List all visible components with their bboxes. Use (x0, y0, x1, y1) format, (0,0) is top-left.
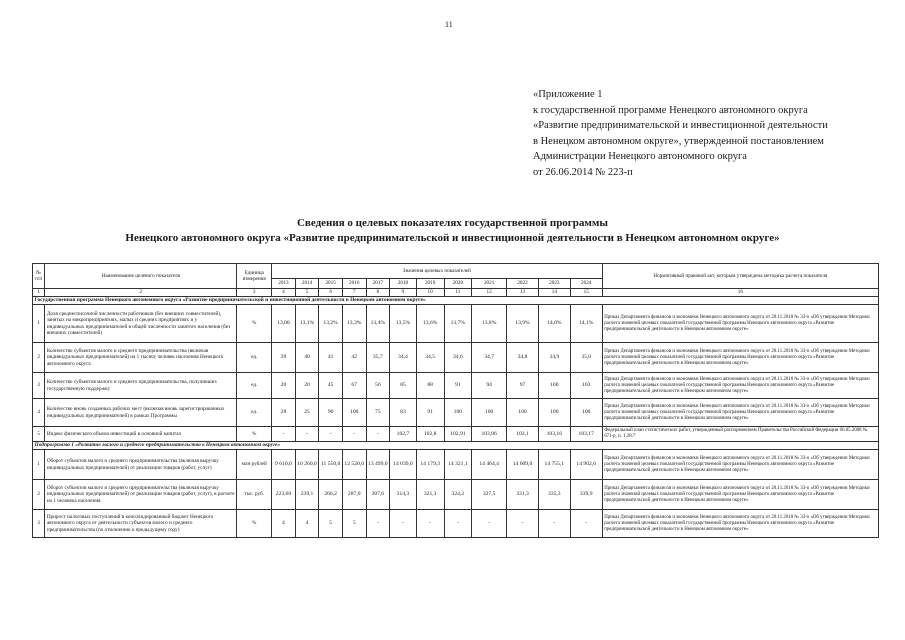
year-header: 2015 (319, 279, 343, 289)
value-cell: 100 (538, 399, 570, 427)
value-cell: 40 (295, 343, 319, 373)
value-cell: - (444, 510, 472, 538)
indicator-name: Индекс физического объема инвестиций в основной капитал (45, 427, 237, 442)
value-cell: 67 (342, 373, 366, 399)
value-cell: 34,7 (472, 343, 507, 373)
value-cell: 13,9% (507, 305, 539, 343)
value-cell: 100 (342, 399, 366, 427)
row-number: 3 (33, 373, 45, 399)
column-number: 5 (295, 289, 319, 297)
column-number: 16 (602, 289, 878, 297)
value-cell: 10 260,0 (295, 450, 319, 480)
unit: ед. (237, 373, 272, 399)
value-cell: - (366, 510, 390, 538)
value-cell: 4 (272, 510, 296, 538)
value-cell: 13,6% (416, 305, 444, 343)
header-values: Значения целевых показателей (272, 264, 603, 279)
value-cell: 85 (390, 373, 417, 399)
value-cell: 13,8% (472, 305, 507, 343)
year-header: 2022 (507, 279, 539, 289)
column-number: 14 (538, 289, 570, 297)
legal-act: Приказ Департамента финансов и экономики Ненецкого автономного округа от 20.11.2018 № 33-о «Об утверждении Методики расчета значений целевых показателей государственной программы Ненецкого автономного округа «Развитие предпринимательской деятельности в Ненецком автономном округе» (602, 305, 878, 343)
value-cell: 102,8 (416, 427, 444, 442)
value-cell: - (472, 510, 507, 538)
value-cell: 42 (342, 343, 366, 373)
table-row (33, 305, 879, 343)
column-number: 15 (570, 289, 602, 297)
unit: тыс. руб. (237, 480, 272, 510)
value-cell: 239,1 (295, 480, 319, 510)
value-cell: 103 (570, 373, 602, 399)
legal-act: Приказ Департамента финансов и экономики Ненецкого автономного округа от 20.11.2018 № 33-о «Об утверждении Методики расчета значений целевых показателей государственной программы Ненецкого автономного округа «Развитие предпринимательской деятельности в Ненецком автономном округе» (602, 480, 878, 510)
section-program: Государственная программа Ненецкого автономного округа «Развитие предпринимательской и инвестиционной деятельности в Ненецком автономном округе» (33, 297, 879, 305)
value-cell: 100 (570, 399, 602, 427)
table-row (33, 480, 879, 510)
value-cell: 223,60 (272, 480, 296, 510)
column-number: 2 (45, 289, 237, 297)
year-header: 2017 (366, 279, 390, 289)
legal-act: Приказ Департамента финансов и экономики Ненецкого автономного округа от 20.11.2018 № 33-о «Об утверждении Методики расчета значений целевых показателей государственной программы Ненецкого автономного округа «Развитие предпринимательской деятельности в Ненецком автономном округе» (602, 373, 878, 399)
unit: % (237, 305, 272, 343)
table-row (33, 343, 879, 373)
title-line-1: Сведения о целевых показателях государственной программы (296, 217, 608, 229)
value-cell: 14,1% (570, 305, 602, 343)
value-cell: 327,5 (472, 480, 507, 510)
value-cell: 14 902,6 (570, 450, 602, 480)
value-cell: 34,4 (390, 343, 417, 373)
row-number: 4 (33, 399, 45, 427)
appendix-line: к государственной программе Ненецкого автономного округа (533, 104, 808, 116)
indicators-table (32, 263, 879, 538)
column-number: 12 (472, 289, 507, 297)
value-cell: 13,2% (319, 305, 343, 343)
value-cell: 335,3 (538, 480, 570, 510)
row-number: 1 (33, 450, 45, 480)
value-cell: 34,5 (416, 343, 444, 373)
value-cell: - (507, 510, 539, 538)
row-number: 3 (33, 510, 45, 538)
unit: % (237, 427, 272, 442)
appendix-line: «Развитие предпринимательской и инвестиционной деятельности (533, 120, 828, 131)
value-cell: 13,5% (390, 305, 417, 343)
section-program-row (33, 297, 879, 305)
header-name: Наименование целевого показателя (45, 264, 237, 289)
year-header: 2021 (472, 279, 507, 289)
column-number: 8 (366, 289, 390, 297)
section-subprogram: Подпрограмма 1 «Развитие малого и среднего предпринимательства в Ненецком автономном округе» (33, 442, 879, 450)
value-cell: 307,6 (366, 480, 390, 510)
year-header: 2016 (342, 279, 366, 289)
value-cell: - (366, 427, 390, 442)
value-cell: - (272, 427, 296, 442)
year-header: 2018 (390, 279, 417, 289)
column-number: 13 (507, 289, 539, 297)
legal-act: Приказ Департамента финансов и экономики Ненецкого автономного округа от 20.11.2018 № 33-о «Об утверждении Методики расчета значений целевых показателей государственной программы Ненецкого автономного округа «Развитие предпринимательской деятельности в Ненецком автономном округе» (602, 343, 878, 373)
year-header: 2013 (272, 279, 296, 289)
value-cell: 14 609,0 (507, 450, 539, 480)
value-cell: 103,1 (507, 427, 539, 442)
header-num: № п/п (33, 264, 45, 289)
year-header: 2020 (444, 279, 472, 289)
value-cell: 339,9 (570, 480, 602, 510)
column-number: 1 (33, 289, 45, 297)
document-title (0, 216, 905, 246)
value-cell: 25 (295, 399, 319, 427)
value-cell: 91 (416, 399, 444, 427)
row-number: 2 (33, 343, 45, 373)
page-number: 11 (445, 20, 453, 29)
value-cell: 14,0% (538, 305, 570, 343)
value-cell: - (319, 427, 343, 442)
value-cell: 39 (272, 343, 296, 373)
value-cell: 5 (319, 510, 343, 538)
unit: ед. (237, 343, 272, 373)
value-cell: 100 (444, 399, 472, 427)
value-cell: 13 499,0 (366, 450, 390, 480)
indicator-name: Количество субъектов малого и среднего предпринимательства (включая индивидуальных предпринимателей) на 1 тысячу человек населения Ненецкого автономного округа (45, 343, 237, 373)
row-number: 5 (33, 427, 45, 442)
column-number: 7 (342, 289, 366, 297)
appendix-line: в Ненецком автономном округе», утвержденной постановлением (533, 135, 824, 147)
value-cell: 56 (366, 373, 390, 399)
value-cell: 5 (342, 510, 366, 538)
unit: % (237, 510, 272, 538)
value-cell: 14 464,4 (472, 450, 507, 480)
table-row (33, 510, 879, 538)
value-cell: 287,0 (342, 480, 366, 510)
value-cell: 331,3 (507, 480, 539, 510)
value-cell: - (390, 510, 417, 538)
column-number: 10 (416, 289, 444, 297)
value-cell: 20 (272, 373, 296, 399)
header-doc: Нормативный правовой акт, которым утверждена методика расчета показателя (602, 264, 878, 289)
value-cell: 9 610,0 (272, 450, 296, 480)
value-cell: 88 (416, 373, 444, 399)
table-row (33, 399, 879, 427)
value-cell: 100 (538, 373, 570, 399)
title-line-2: Ненецкого автономного округа «Развитие предпринимательской и инвестиционной деятельности в Ненецком автономном округе» (125, 232, 780, 244)
value-cell: 12 520,0 (342, 450, 366, 480)
value-cell: 314,3 (390, 480, 417, 510)
row-number: 2 (33, 480, 45, 510)
appendix-block (533, 87, 828, 180)
value-cell: 90 (319, 399, 343, 427)
value-cell: 100 (472, 399, 507, 427)
value-cell: 13,3% (342, 305, 366, 343)
value-cell: 324,2 (444, 480, 472, 510)
value-cell: 100 (507, 399, 539, 427)
table-row (33, 427, 879, 442)
column-number: 6 (319, 289, 343, 297)
column-number: 4 (272, 289, 296, 297)
section-subprogram-row (33, 442, 879, 450)
value-cell: - (342, 427, 366, 442)
column-number: 11 (444, 289, 472, 297)
unit: млн рублей (237, 450, 272, 480)
year-header: 2023 (538, 279, 570, 289)
indicator-name: Количество субъектов малого и среднего предпринимательства, получивших государственную поддержку (45, 373, 237, 399)
indicator-name: Количество вновь созданных рабочих мест (включая вновь зарегистрированных индивидуальных предпринимателей) в рамках Программы (45, 399, 237, 427)
indicator-name: Оборот субъектов малого и среднего предпринимательства (включая выручку индивидуальных предпринимателей) от реализации товаров (работ, услуг), в расчете на 1 человека населения (45, 480, 237, 510)
value-cell: 13,4% (366, 305, 390, 343)
value-cell: 97 (507, 373, 539, 399)
value-cell: 13,00 (272, 305, 296, 343)
value-cell: 75 (366, 399, 390, 427)
value-cell: 83 (390, 399, 417, 427)
header-unit: Единица измерения (237, 264, 272, 289)
value-cell: - (416, 510, 444, 538)
value-cell: 45 (319, 373, 343, 399)
indicator-name: Доля среднесписочной численности работников (без внешних совместителей), занятых на микропредприятиях, малых и средних предприятиях и у индивидуальных предпринимателей в общей численности занятого населения (без внешних совместителей) (45, 305, 237, 343)
value-cell: 103,06 (472, 427, 507, 442)
indicator-name: Оборот субъектов малого и среднего предпринимательства (включая выручку индивидуальных предпринимателей) от реализации товаров (работ, услуг) (45, 450, 237, 480)
appendix-line: «Приложение 1 (533, 89, 603, 100)
value-cell: - (295, 427, 319, 442)
appendix-line: от 26.06.2014 № 223-п (533, 166, 633, 178)
value-cell: 14 039,0 (390, 450, 417, 480)
value-cell: 103,16 (538, 427, 570, 442)
value-cell: - (538, 510, 570, 538)
year-header: 2014 (295, 279, 319, 289)
value-cell: 4 (295, 510, 319, 538)
table-row (33, 373, 879, 399)
year-header: 2019 (416, 279, 444, 289)
indicator-name: Прирост налоговых поступлений в консолидированный бюджет Ненецкого автономного округа от деятельности субъектов малого и среднего предпринимательства (по отношению к предыдущему году) (45, 510, 237, 538)
value-cell: 11 550,0 (319, 450, 343, 480)
legal-act: Федеральный план статистических работ, утвержденный распоряжением Правительства Российской Федерации 06.05.2008 № 671-р, п. 1.28.7 (602, 427, 878, 442)
column-number: 9 (390, 289, 417, 297)
value-cell: 34,8 (507, 343, 539, 373)
value-cell: 102,7 (390, 427, 417, 442)
value-cell: 91 (444, 373, 472, 399)
value-cell: - (570, 510, 602, 538)
legal-act: Приказ Департамента финансов и экономики Ненецкого автономного округа от 20.11.2018 № 33-о «Об утверждении Методики расчета значений целевых показателей государственной программы Ненецкого автономного округа «Развитие предпринимательской деятельности в Ненецком автономном округе» (602, 399, 878, 427)
appendix-line: Администрации Ненецкого автономного округа (533, 151, 747, 162)
value-cell: 20 (295, 373, 319, 399)
value-cell: 14 755,1 (538, 450, 570, 480)
value-cell: 34,6 (444, 343, 472, 373)
column-number: 3 (237, 289, 272, 297)
table-row (33, 450, 879, 480)
value-cell: 14 321,1 (444, 450, 472, 480)
value-cell: 35,7 (366, 343, 390, 373)
value-cell: 13,1% (295, 305, 319, 343)
value-cell: 321,3 (416, 480, 444, 510)
value-cell: 94 (472, 373, 507, 399)
value-cell: 41 (319, 343, 343, 373)
value-cell: 35,0 (570, 343, 602, 373)
value-cell: 14 179,3 (416, 450, 444, 480)
value-cell: 102,91 (444, 427, 472, 442)
value-cell: 103,17 (570, 427, 602, 442)
legal-act: Приказ Департамента финансов и экономики Ненецкого автономного округа от 20.11.2018 № 33-о «Об утверждении Методики расчета значений целевых показателей государственной программы Ненецкого автономного округа «Развитие предпринимательской деятельности в Ненецком автономном округе» (602, 510, 878, 538)
value-cell: 34,9 (538, 343, 570, 373)
year-header: 2024 (570, 279, 602, 289)
unit: ед. (237, 399, 272, 427)
legal-act: Приказ Департамента финансов и экономики Ненецкого автономного округа от 20.11.2018 № 33-о «Об утверждении Методики расчета значений целевых показателей государственной программы Ненецкого автономного округа «Развитие предпринимательской деятельности в Ненецком автономном округе» (602, 450, 878, 480)
row-number: 1 (33, 305, 45, 343)
value-cell: 28 (272, 399, 296, 427)
value-cell: 266,2 (319, 480, 343, 510)
value-cell: 13,7% (444, 305, 472, 343)
